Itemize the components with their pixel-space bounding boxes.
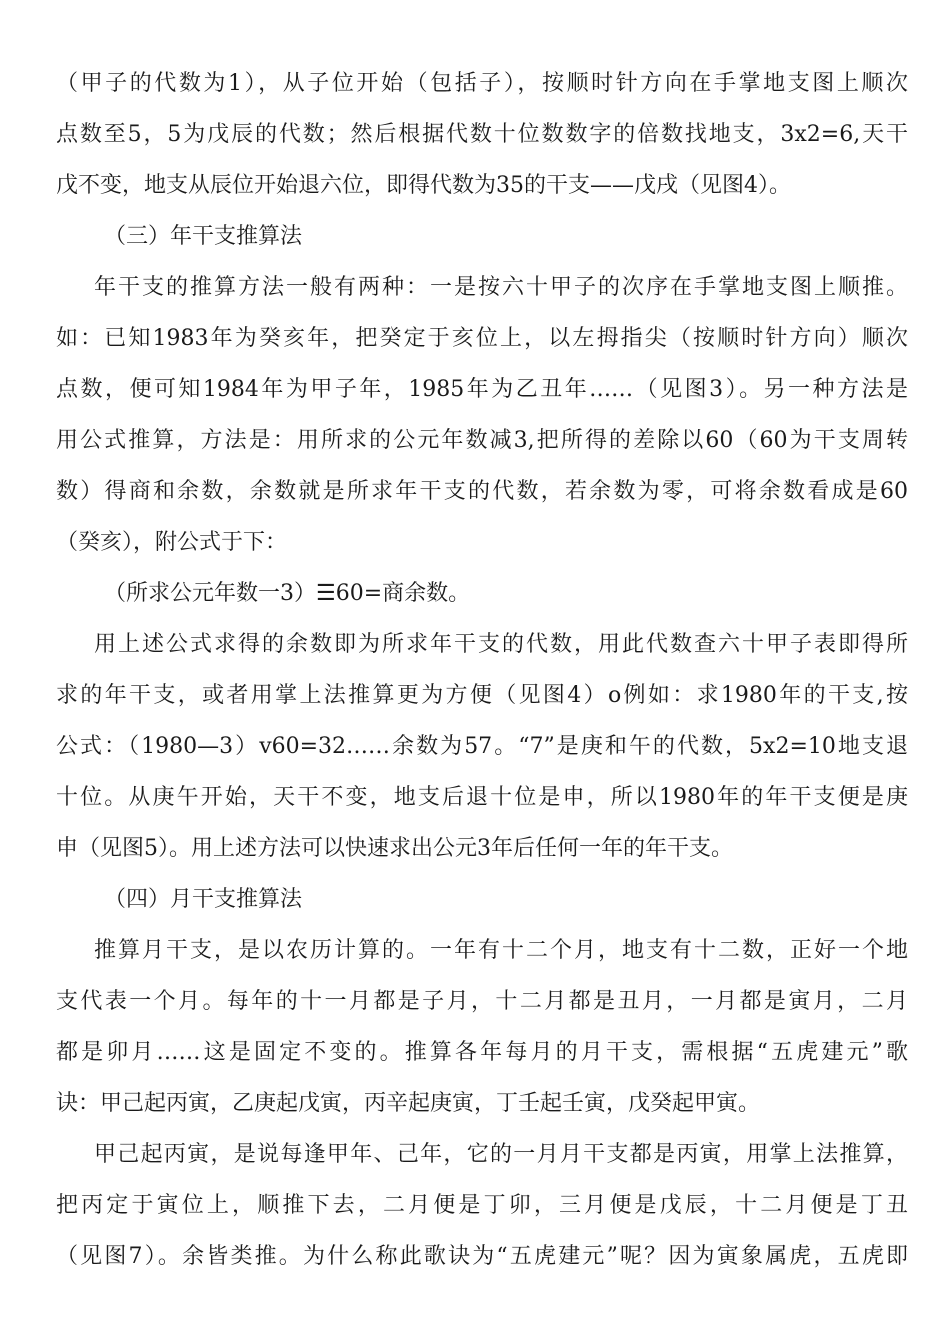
text-line: （癸亥），附公式于下：	[56, 530, 288, 555]
text-line: 支代表一个月。每年的十一月都是子月，十二月都是丑月，一月都是寅月，二月	[56, 989, 908, 1014]
text-line: 公式：（1980—3）v60=32……余数为57。“7”是庚和午的代数，5x2=10地支退	[56, 734, 908, 759]
text-line: 申（见图5）。用上述方法可以快速求出公元3年后任何一年的年干支。	[56, 836, 733, 861]
text-line: 戊不变，地支从辰位开始退六位，即得代数为35的干支——戊戌（见图4）。	[56, 173, 791, 198]
text-line: 十位。从庚午开始，天干不变，地支后退十位是申，所以1980年的年干支便是庚	[56, 785, 908, 810]
text-line: 用公式推算，方法是：用所求的公元年数减3,把所得的差除以60（60为干支周转	[56, 428, 908, 453]
text-line: 如：已知1983年为癸亥年，把癸定于亥位上，以左拇指尖（按顺时针方向）顺次	[56, 326, 908, 351]
text-line: （见图7）。余皆类推。为什么称此歌诀为“五虎建元”呢？因为寅象属虎，五虎即	[56, 1244, 908, 1269]
text-line: （甲子的代数为1），从子位开始（包括子），按顺时针方向在手掌地支图上顺次	[56, 71, 908, 96]
text-line: 点数至5，5为戊辰的代数；然后根据代数十位数数字的倍数找地支，3x2=6,天干	[56, 122, 908, 147]
section-heading: （四）月干支推算法	[104, 887, 303, 912]
text-line: 点数，便可知1984年为甲子年，1985年为乙丑年……（见图3）。另一种方法是	[56, 377, 908, 402]
document-body	[56, 58, 908, 1282]
text-line: 年干支的推算方法一般有两种：一是按六十甲子的次序在手掌地支图上顺推。	[94, 275, 908, 300]
text-line: 把丙定于寅位上，顺推下去，二月便是丁卯，三月便是戊辰，十二月便是丁丑	[56, 1193, 908, 1218]
text-line: 用上述公式求得的余数即为所求年干支的代数，用此代数查六十甲子表即得所	[94, 632, 908, 657]
text-line: 都是卯月……这是固定不变的。推算各年每月的月干支，需根据“五虎建元”歌	[56, 1040, 908, 1065]
text-line: 甲己起丙寅，是说每逢甲年、己年，它的一月月干支都是丙寅，用掌上法推算，	[94, 1142, 908, 1167]
section-heading: （三）年干支推算法	[104, 224, 303, 249]
text-line: 推算月干支，是以农历计算的。一年有十二个月，地支有十二数，正好一个地	[94, 938, 908, 963]
text-line: 数）得商和余数，余数就是所求年干支的代数，若余数为零，可将余数看成是60	[56, 479, 908, 504]
text-line: 求的年干支，或者用掌上法推算更为方便（见图4）o例如：求1980年的干支,按	[56, 683, 908, 708]
text-line: 诀：甲己起丙寅，乙庚起戊寅，丙辛起庚寅，丁壬起壬寅，戊癸起甲寅。	[56, 1091, 761, 1116]
section-heading: （所求公元年数一3）☰60=商余数。	[104, 581, 471, 606]
